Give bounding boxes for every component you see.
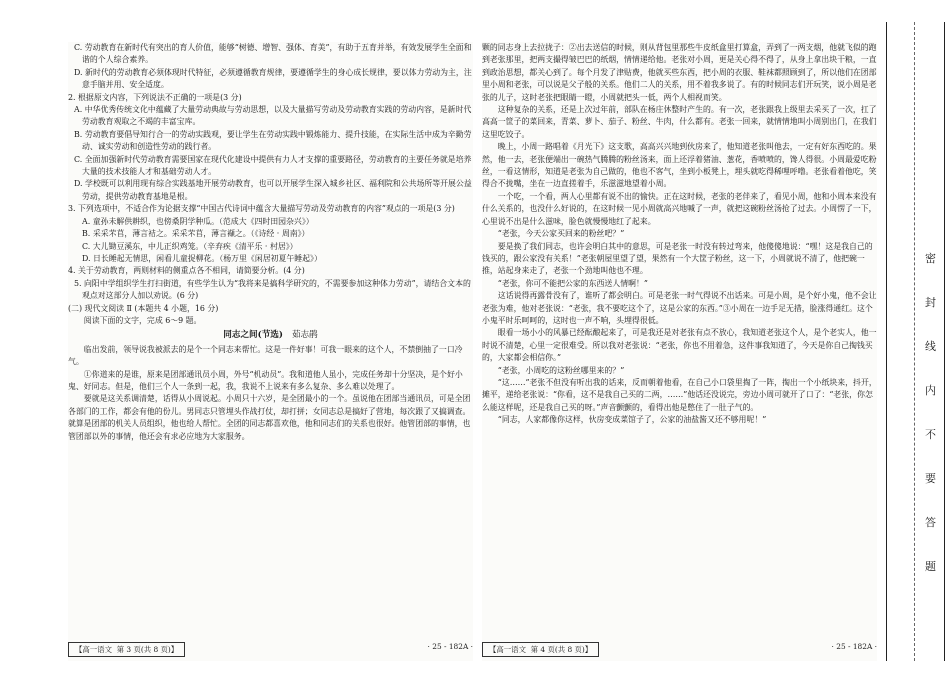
- footer-page: 第 4 页(共 8 页)】: [530, 645, 593, 654]
- story-dialogue: “同志，人家都像你这样，伙房变成菜馆子了，公家的油盐酱又还不够用呢！”: [497, 415, 767, 425]
- binding-margin: [884, 0, 950, 673]
- option-2a: A. 中华优秀传统文化中蕴藏了大量劳动典故与劳动思想，以及大量描写劳动及劳动教育实践的劳动内容，是新时代劳动教育观取之不竭的丰富宝库。: [74, 105, 472, 127]
- binding-text: [925, 250, 936, 574]
- question-4: 4. 关于劳动教育，两则材料的侧重点各不相同，请简要分析。(4 分): [68, 266, 305, 276]
- option-3c: C. 大儿锄豆溪东，中儿正织鸡笼。（辛弃疾《清平乐 · 村居》）: [82, 241, 298, 251]
- footer-label: [68, 642, 185, 657]
- option-2d: D. 学校既可以利用现有综合实践基地开展劳动教育，也可以开展学生深入城乡社区、福利院和公共场所等开展公益劳动，提供劳动教育基地是根。: [74, 179, 472, 201]
- page-4: [482, 42, 877, 661]
- option-3d: D. 日长睡起无情思，闲看儿童捉柳花。（杨万里《闲居初夏午睡起》）: [82, 253, 322, 263]
- story-paragraph: 晚上，小周一路唱着《月光下》这支歌，高高兴兴地到伙房来了，他知道老张叫他去，一定有好东西吃的。果然，他一去，老张便端出一碗热气腾腾的粉丝汤来，面上还浮着猪油、葱花，香喷喷的，馋人得很。小周最爱吃粉丝，一看这情形，知道是老张为自己做的，他也不客气，坐到小板凳上，埋头就吃得稀哩呼噜。老张看着他吃，笑得合不拢嘴，坐在一边直搓着手，乐滋滋地望着小周。: [482, 142, 877, 189]
- binding-char: 要: [925, 472, 936, 485]
- binding-char: 题: [925, 560, 936, 573]
- story-dialogue: “老张，你可不能把公家的东西送人情啊！”: [497, 278, 648, 288]
- reading-instruction: 阅读下面的文字，完成 6～9 题。: [83, 315, 202, 325]
- section-heading: (二) 现代文阅读 Ⅱ (本题共 4 小题，16 分): [68, 303, 219, 313]
- story-paragraph: 颗的同志身上去拉拢子：②出去送信的时候，则从背包里那些牛皮纸盒里打算盒，弄到了一两支烟，他就飞似的跑到老张那里，把两支撮得皱巴巴的纸烟，情情递给他。老张对小周，更是关心得不得了，从身上拿出块干粮，一直到政治思想，都关心到了。每个月发了津贴费，他就买些东西，把小周的衣服、鞋袜都照顾到了，所以他们在团部里小周和老张，可以说是父子般的关系。他们二人的关系，用不着我多说了。有的时候同志们开玩笑，说小周是老张的儿子，这时老张把眼睛一瞪，小周就把头一低，两个人相视而笑。: [482, 43, 877, 102]
- binding-line: [886, 22, 887, 661]
- option-1c: C. 劳动教育在新时代有突出的育人价值，能够“树德、增智、强体、育美”，有助于五育并举，有效发展学生全面和谐的个人综合素养。: [74, 43, 472, 65]
- footer-code: · 25 - 182A ·: [427, 642, 473, 651]
- binding-line: [944, 22, 945, 661]
- story-paragraph: 这种复杂的关系，还是上次过年前，部队在杨庄休整时产生的。有一次，老张跟我上级里去采买了一次，扛了高高一筐子的菜回来，青菜、萝卜、茄子、粉丝、牛肉，什么都有。老张一回来，就情情地叫小周别出门，在我们这里吃饺子。: [482, 105, 877, 139]
- binding-char: 答: [925, 516, 936, 529]
- page-3: [68, 42, 473, 661]
- story-paragraph: 要是换了我们同志，也许会明白其中的意思，可是老张一时没有转过弯来，他傻傻地说：“嘿！这是我自己的钱买的，跟公家没有关系！”老张朝屋里望了望，果然有一个大筐子粉丝，这一下，小周就说不清了，他把碗一推，站起身来走了，老张一个劲地叫他也不理。: [482, 241, 873, 276]
- page-4-column: [482, 42, 877, 631]
- binding-char: 不: [925, 428, 936, 441]
- option-3b: B. 采采芣苢，薄言袺之。采采芣苢，薄言襭之。（《诗经 · 周南》）: [82, 229, 310, 239]
- binding-char: 内: [925, 384, 936, 397]
- binding-char: 线: [925, 340, 936, 353]
- footer-page: 第 3 页(共 8 页)】: [116, 645, 179, 654]
- story-paragraph: 临出发前，领导说我被派去的是个一个同志来帮忙。这是一件好事！可我一眼来的这个人，不禁倒抽了一口冷气。: [68, 344, 463, 367]
- footer-subject: 【高一语文: [75, 645, 112, 654]
- story-title-line: [68, 329, 473, 341]
- story-author: 茹志鹃: [291, 330, 318, 341]
- option-2c: C. 全面加强新时代劳动教育需要国家在现代化建设中提供有力人才支撑的重要路径，劳动教育的主要任务就是培养大量的技术技能人才和基础劳动人才。: [74, 154, 472, 177]
- option-1d: D. 新时代的劳动教育必须体现时代特征，必须遵循教育规律，要遵循学生的身心成长规律，要以体力劳动为主，注意手脑并用、安全适度。: [74, 67, 472, 90]
- footer-subject: 【高一语文: [489, 645, 526, 654]
- option-2b: B. 劳动教育要倡导知行合一的劳动实践观，要让学生在劳动实践中锻炼能力、提升技能，在实际生活中成为辛勤劳动、诚实劳动和创造性劳动的践行者。: [74, 129, 472, 152]
- footer-label: [482, 642, 599, 657]
- page-4-footer: [482, 642, 877, 657]
- story-paragraph: 这话说得再露骨没有了，谁听了都会明白。可是老张一时气得说不出话来。可是小周，是个好小鬼，他不会让老张为难，他对老张说：“老张，我不要吃这个了，这是公家的东西。”③小周在一边手足无措，脸涨得通红。这个小鬼平时乐呵呵的，这时也一声不响，头埋得很低。: [482, 291, 877, 325]
- question-2: 2. 根据原文内容，下列说法不正确的一项是(3 分): [68, 92, 242, 102]
- binding-char: 密: [925, 252, 936, 265]
- footer-code: · 25 - 182A ·: [831, 642, 877, 651]
- page-3-column: [68, 42, 473, 631]
- story-dialogue: “老张，小周吃的这粉丝哪里来的？”: [497, 365, 625, 375]
- question-3: 3. 下列选项中，不适合作为论据支撑“中国古代诗词中蕴含大量描写劳动及劳动教育的内容”观点的一项是(3 分): [68, 204, 455, 214]
- story-paragraph: ①你道来的是谁，原来是团部通讯员小周，外号“机动员”。我和道他人虽小，完成任务却十分坚决，是个好小鬼、好同志。但是，他们三个人一条到一起，我，我说不上说来有多么复杂、多么难以处理了。: [68, 369, 463, 391]
- story-paragraph: “这……”老张不但没有听出我的话来，反而朝着他看，在自己小口袋里掏了一阵，掏出一个小纸块来，抖开，摊平，递给老张说：“你看，这不是我自己买的二两，……”他话还没说完，旁边小周可就开了口了：“老张，你怎么能这样呢，还是我自己买的呀。”声音颤颤的，看得出他是憋住了一肚子气的。: [482, 377, 877, 412]
- story-dialogue: “老张，今天公家买回来的粉丝吧？”: [497, 229, 625, 239]
- story-paragraph: 一个吃，一个看，两人心里都有说不出的愉快。正在这时候，老张的老伴来了，看见小周，他和小周本来没有什么关系的，也没什么好说的，在这时候一见小周就高兴地喊了一声，就把这碗粉丝汤抢了过去。小周愣了一下，心里说不出是什么滋味，脸色就慢慢地红了起来。: [482, 191, 877, 226]
- binding-dash-line: [914, 22, 915, 661]
- option-3a: A. 童孙未解供耕织，也傍桑阴学种瓜。（范成大《四时田园杂兴》）: [82, 216, 314, 226]
- page-3-footer: [68, 642, 473, 657]
- story-paragraph: 眼看一场小小的风暴已经酝酿起来了，可是我还是对老张有点不放心，我知道老张这个人，是个老实人，他一时说不清楚，心里一定很难受。所以我对老张说：“老张，你也不用着急，这件事我知道了，今天是你自己掏钱买的，大家都会相信你。”: [482, 328, 877, 363]
- story-title: 同志之间(节选): [223, 330, 283, 341]
- question-5: 5. 向阳中学组织学生打扫街道，有些学生认为“我将来是搞科学研究的，不需要参加这种体力劳动”，请结合文本的观点对这部分人加以劝说。(6 分): [74, 278, 471, 301]
- story-paragraph: 要就是这关系调清楚，话得从小周说起。小周只十六岁，是全团最小的一个。虽说他在团部当通讯员，可是全团各部门的工作，都会有他的份儿。男同志只管埋头作战打仗，却打拼；女同志总是搞好了营地，每次跟了又搞调查。就算是团部的机关人员组织，他也给人帮忙。全团的同志都喜欢他，他和同志们的关系也很好。他管团部的事情，也管团部以外的事情，他还会有求必应地为大家服务。: [68, 394, 471, 441]
- binding-char: 封: [925, 296, 936, 309]
